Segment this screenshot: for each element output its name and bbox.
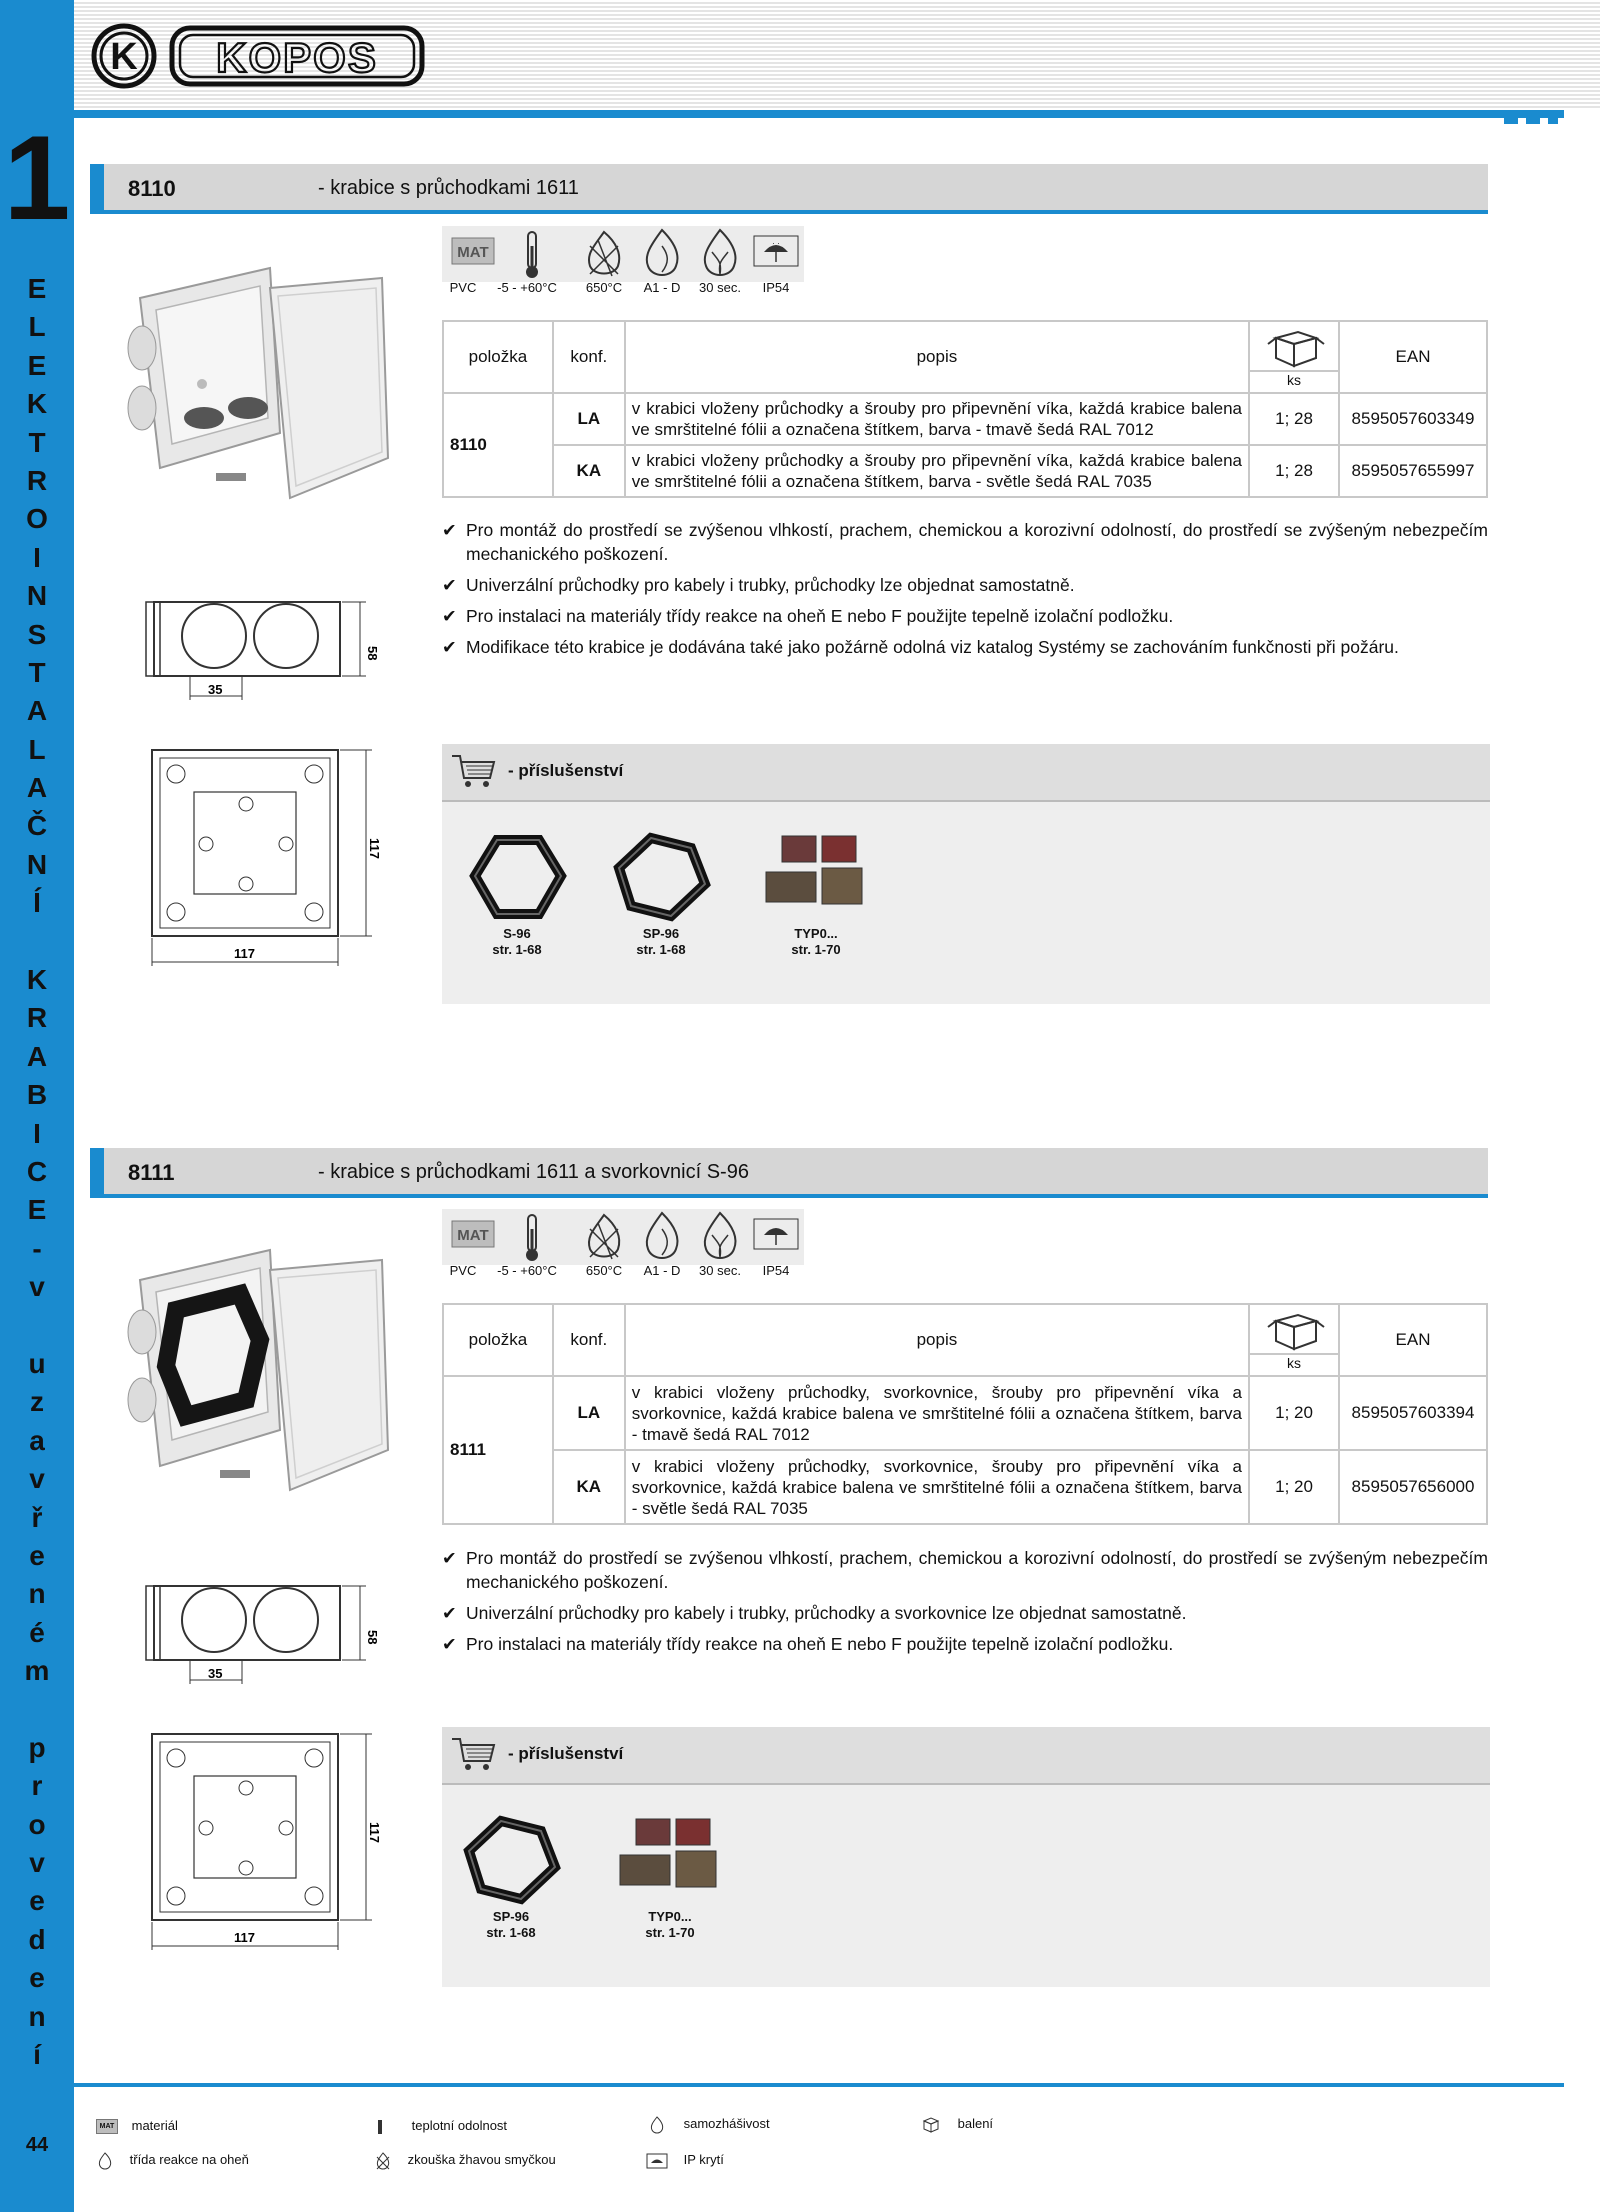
- label-temperature: -5 - +60°C: [497, 1263, 557, 1278]
- glow-wire-icon: [576, 226, 632, 282]
- accessory-ref: str. 1-70: [645, 1925, 695, 1940]
- sidebar-letter: m: [24, 1655, 50, 1687]
- mat-icon: [446, 1209, 502, 1265]
- table-row: [443, 1450, 1487, 1524]
- cell-popis: v krabici vloženy průchodky a šrouby pro připevnění víka, každá krabice balena ve smrštitelné fólii a označena štítkem, barva - světle šedá RAL 7035: [625, 445, 1249, 497]
- col-ean: EAN: [1339, 1304, 1487, 1376]
- sidebar-letter: R: [26, 1002, 48, 1034]
- package-icon: [1250, 1307, 1338, 1353]
- col-konf: konf.: [553, 1304, 625, 1376]
- sidebar-letter: I: [33, 541, 41, 573]
- accessory-name: S-96: [503, 926, 531, 941]
- label-material: PVC: [449, 1263, 477, 1278]
- header-blocks: [1504, 110, 1564, 124]
- col-ean: EAN: [1339, 321, 1487, 393]
- sidebar-letter: u: [28, 1347, 46, 1379]
- cell-ean: 8595057656000: [1339, 1450, 1487, 1524]
- dim-wall: 35: [208, 1666, 223, 1681]
- cell-item: 8110: [443, 393, 553, 497]
- label-glow-wire: 650°C: [585, 1263, 623, 1278]
- property-labels: [442, 1263, 804, 1283]
- table-header: [443, 1304, 1487, 1376]
- col-polozka: položka: [443, 321, 553, 393]
- sidebar-letter: K: [26, 964, 48, 996]
- accessory-image: [467, 832, 567, 922]
- note-item: ✔ Modifikace této krabice je dodávána také jako požárně odolná viz katalog Systémy se zachováním funkčnosti při požáru.: [442, 637, 1399, 657]
- dim-height: 117: [367, 838, 382, 859]
- accessory-item[interactable]: [756, 832, 876, 958]
- note-item: ✔ Pro montáž do prostředí se zvýšenou vlhkostí, prachem, chemickou a korozivní odolností, do prostředí se zvýšeným nebezpečím mechanického poškození.: [442, 1548, 1488, 1592]
- accessory-name: TYP0...: [648, 1909, 692, 1924]
- sidebar-letter: Í: [33, 887, 41, 919]
- sidebar-letter: A: [26, 695, 48, 727]
- accessory-name: SP-96: [492, 1909, 530, 1924]
- note-item: ✔ Univerzální průchodky pro kabely i trubky, průchodky lze objednat samostatně.: [442, 575, 1075, 595]
- property-icons: [442, 226, 804, 282]
- product-photo: [120, 258, 390, 510]
- accessory-ref: str. 1-68: [492, 942, 542, 957]
- cell-popis: v krabici vloženy průchodky, svorkovnice, šrouby pro připevnění víka a svorkovnice, každá krabice balena ve smrštitelné fólii a označena štítkem, barva - tmavě šedá RAL 7012: [625, 1376, 1249, 1450]
- chapter-title-vertical: [0, 270, 74, 2074]
- notes-list: [442, 1546, 1488, 1663]
- logo-mark: K: [110, 36, 138, 78]
- check-icon: ✔: [442, 606, 457, 626]
- check-icon: ✔: [442, 575, 457, 595]
- dim-width: 117: [234, 946, 255, 961]
- label-ip: IP54: [762, 280, 790, 295]
- property-icons: [442, 1209, 804, 1265]
- svg-text:MAT: MAT: [457, 1227, 489, 1244]
- sidebar-letter: A: [26, 772, 48, 804]
- note-item: ✔ Pro instalaci na materiály třídy reakce na oheň E nebo F použijte tepelně izolační podložku.: [442, 606, 1174, 626]
- sidebar-letter: e: [29, 1885, 45, 1917]
- sidebar-letter: ř: [31, 1501, 43, 1533]
- check-icon: ✔: [442, 1603, 457, 1623]
- sidebar-letter: o: [28, 1808, 46, 1840]
- cell-konf: KA: [553, 1450, 625, 1524]
- product-header: [90, 1148, 1488, 1198]
- page-number: 44: [25, 2134, 49, 2156]
- label-fire-class: A1 - D: [643, 1263, 681, 1278]
- check-icon: ✔: [442, 1634, 457, 1654]
- logo-text: KOPOS: [216, 34, 378, 81]
- accessory-name: TYP0...: [794, 926, 838, 941]
- cell-konf: LA: [553, 1376, 625, 1450]
- product-photo: [120, 1240, 390, 1510]
- spec-table: [442, 320, 1488, 498]
- sidebar-letter: v: [29, 1271, 45, 1303]
- cell-ean: 8595057603349: [1339, 393, 1487, 445]
- sidebar-letter: z: [30, 1386, 44, 1418]
- self-extinguish-icon: [648, 2116, 666, 2131]
- sidebar-letter: T: [28, 656, 46, 688]
- sidebar-letter: I: [33, 1117, 41, 1149]
- label-self-extinguish: 30 sec.: [699, 280, 741, 295]
- glow-wire-icon: [576, 1209, 632, 1265]
- accessory-image: [610, 1815, 730, 1905]
- legend-item: balení: [922, 2116, 993, 2133]
- thermometer-icon: [504, 1209, 560, 1265]
- col-ks: ks: [1249, 321, 1339, 393]
- legend-item: teplotní odolnost: [378, 2118, 507, 2134]
- top-dimension-drawing: [146, 1728, 386, 1958]
- label-material: PVC: [449, 280, 477, 295]
- legend-item: MAT materiál: [96, 2118, 178, 2134]
- col-polozka: položka: [443, 1304, 553, 1376]
- sidebar-letter: r: [31, 1770, 43, 1802]
- sidebar-letter: n: [28, 2000, 46, 2032]
- sidebar-letter: e: [29, 1539, 45, 1571]
- cell-ks: 1; 20: [1249, 1376, 1339, 1450]
- table-row: [443, 1376, 1487, 1450]
- label-temperature: -5 - +60°C: [497, 280, 557, 295]
- cell-item: 8111: [443, 1376, 553, 1524]
- label-ip: IP54: [762, 1263, 790, 1278]
- sidebar-letter: R: [26, 464, 48, 496]
- product-code: 8110: [128, 176, 176, 201]
- mat-icon: MAT: [96, 2119, 118, 2134]
- thermometer-icon: [504, 226, 560, 282]
- sidebar-letter: v: [29, 1847, 45, 1879]
- check-icon: ✔: [442, 520, 457, 540]
- sidebar-letter: Č: [26, 810, 48, 842]
- check-icon: ✔: [442, 1548, 457, 1568]
- product-code: 8111: [128, 1160, 175, 1185]
- table-header: [443, 321, 1487, 393]
- mat-icon: [446, 226, 502, 282]
- side-dimension-drawing: [146, 594, 380, 710]
- accessory-item[interactable]: [462, 832, 572, 958]
- sidebar-letter: A: [26, 1040, 48, 1072]
- sidebar-letter: S: [27, 618, 47, 650]
- product-header: [90, 164, 1488, 214]
- accessory-item[interactable]: [456, 1815, 566, 1941]
- sidebar-letter: E: [27, 349, 47, 381]
- product-title: - krabice s průchodkami 1611: [318, 177, 579, 199]
- accessory-ref: str. 1-68: [636, 942, 686, 957]
- accessories-label: - příslušenství: [508, 1744, 624, 1763]
- accessory-ref: str. 1-68: [486, 1925, 536, 1940]
- col-ks: ks: [1249, 1304, 1339, 1376]
- dim-depth: 58: [365, 1630, 380, 1645]
- cell-popis: v krabici vloženy průchodky a šrouby pro připevnění víka, každá krabice balena ve smrštitelné fólii a označena štítkem, barva - tmavě šedá RAL 7012: [625, 393, 1249, 445]
- sidebar-letter: C: [26, 1155, 48, 1187]
- accessory-item[interactable]: [606, 832, 716, 958]
- legend-item: IP krytí: [646, 2152, 724, 2169]
- cart-icon: [450, 1735, 498, 1780]
- svg-text:MAT: MAT: [457, 244, 489, 261]
- table-row: [443, 445, 1487, 497]
- legend-item: třída reakce na oheň: [96, 2152, 249, 2170]
- accessory-item[interactable]: [610, 1815, 730, 1941]
- spec-table: [442, 1303, 1488, 1525]
- cell-popis: v krabici vloženy průchodky, svorkovnice, šrouby pro připevnění víka a svorkovnice, každá krabice balena ve smrštitelné fólii a označena štítkem, barva - světle šedá RAL 7035: [625, 1450, 1249, 1524]
- top-dimension-drawing: [146, 744, 386, 974]
- sidebar-letter: p: [28, 1731, 46, 1763]
- kopos-logo: [90, 22, 426, 90]
- sidebar-letter: d: [28, 1923, 46, 1955]
- table-row: [443, 393, 1487, 445]
- accessories-panel: [442, 744, 1490, 1004]
- self-extinguish-icon: [692, 1209, 748, 1265]
- sidebar-letter: L: [28, 733, 46, 765]
- accessory-image: [611, 832, 711, 922]
- legend-item: samozhášivost: [648, 2116, 770, 2134]
- dim-depth: 58: [365, 646, 380, 661]
- dim-height: 117: [367, 1822, 382, 1843]
- sidebar-letter: [0, 1690, 74, 1728]
- check-icon: ✔: [442, 637, 457, 657]
- col-popis: popis: [625, 1304, 1249, 1376]
- cell-ks: 1; 20: [1249, 1450, 1339, 1524]
- accessory-ref: str. 1-70: [791, 942, 841, 957]
- note-item: ✔ Univerzální průchodky pro kabely i trubky, průchodky a svorkovnice lze objednat samostatně.: [442, 1603, 1187, 1623]
- header-divider: [74, 110, 1564, 118]
- sidebar-letter: T: [28, 426, 46, 458]
- sidebar-letter: N: [26, 580, 48, 612]
- cell-konf: LA: [553, 393, 625, 445]
- cell-ean: 8595057603394: [1339, 1376, 1487, 1450]
- package-icon: [922, 2116, 940, 2131]
- sidebar-letter: a: [29, 1424, 45, 1456]
- self-extinguish-icon: [692, 226, 748, 282]
- sidebar-letter: í: [33, 2038, 41, 2070]
- note-item: ✔ Pro montáž do prostředí se zvýšenou vlhkostí, prachem, chemickou a korozivní odolností, do prostředí se zvýšeným nebezpečím mechanického poškození.: [442, 520, 1488, 564]
- sidebar-letter: N: [26, 848, 48, 880]
- chapter-number: 1: [3, 111, 71, 245]
- ip-umbrella-icon: [748, 226, 804, 282]
- footer-divider: [74, 2083, 1564, 2087]
- sidebar-letter: E: [27, 273, 47, 304]
- accessory-image: [461, 1815, 561, 1905]
- ip-umbrella-icon: [748, 1209, 804, 1265]
- col-konf: konf.: [553, 321, 625, 393]
- label-self-extinguish: 30 sec.: [699, 1263, 741, 1278]
- sidebar-letter: e: [29, 1962, 45, 1994]
- package-icon: [1250, 324, 1338, 370]
- accessories-label: - příslušenství: [508, 761, 624, 780]
- sidebar-letter: O: [26, 503, 48, 535]
- legend-item: zkouška žhavou smyčkou: [374, 2152, 556, 2170]
- cell-ks: 1; 28: [1249, 393, 1339, 445]
- dim-wall: 35: [208, 682, 223, 697]
- glow-wire-icon: [374, 2152, 392, 2167]
- note-item: ✔ Pro instalaci na materiály třídy reakce na oheň E nebo F použijte tepelně izolační podložku.: [442, 1634, 1174, 1654]
- sidebar-letter: K: [26, 388, 48, 420]
- cell-ks: 1; 28: [1249, 445, 1339, 497]
- svg-text:· ·: · ·: [772, 239, 780, 248]
- sidebar-letter: n: [28, 1578, 46, 1610]
- fire-icon: [634, 226, 690, 282]
- notes-list: [442, 518, 1488, 666]
- sidebar-letter: -: [32, 1232, 42, 1264]
- product-title: - krabice s průchodkami 1611 a svorkovnicí S-96: [318, 1161, 749, 1183]
- label-fire-class: A1 - D: [643, 280, 681, 295]
- sidebar-letter: B: [26, 1079, 48, 1111]
- cell-konf: KA: [553, 445, 625, 497]
- sidebar-letter: é: [29, 1616, 45, 1648]
- accessory-image: [756, 832, 876, 922]
- fire-icon: [96, 2152, 114, 2167]
- sidebar-letter: [0, 1307, 74, 1345]
- sidebar-letter: L: [28, 311, 46, 343]
- sidebar-letter: [0, 923, 74, 961]
- thermometer-icon: [378, 2120, 382, 2134]
- accessory-name: SP-96: [642, 926, 680, 941]
- ip-umbrella-icon: [646, 2152, 668, 2167]
- fire-icon: [634, 1209, 690, 1265]
- property-labels: [442, 280, 804, 300]
- accessories-panel: [442, 1727, 1490, 1987]
- col-popis: popis: [625, 321, 1249, 393]
- dim-width: 117: [234, 1930, 255, 1945]
- side-dimension-drawing: [146, 1578, 380, 1694]
- label-glow-wire: 650°C: [585, 280, 623, 295]
- cart-icon: [450, 752, 498, 797]
- sidebar-letter: E: [27, 1194, 47, 1226]
- cell-ean: 8595057655997: [1339, 445, 1487, 497]
- sidebar-letter: v: [29, 1463, 45, 1495]
